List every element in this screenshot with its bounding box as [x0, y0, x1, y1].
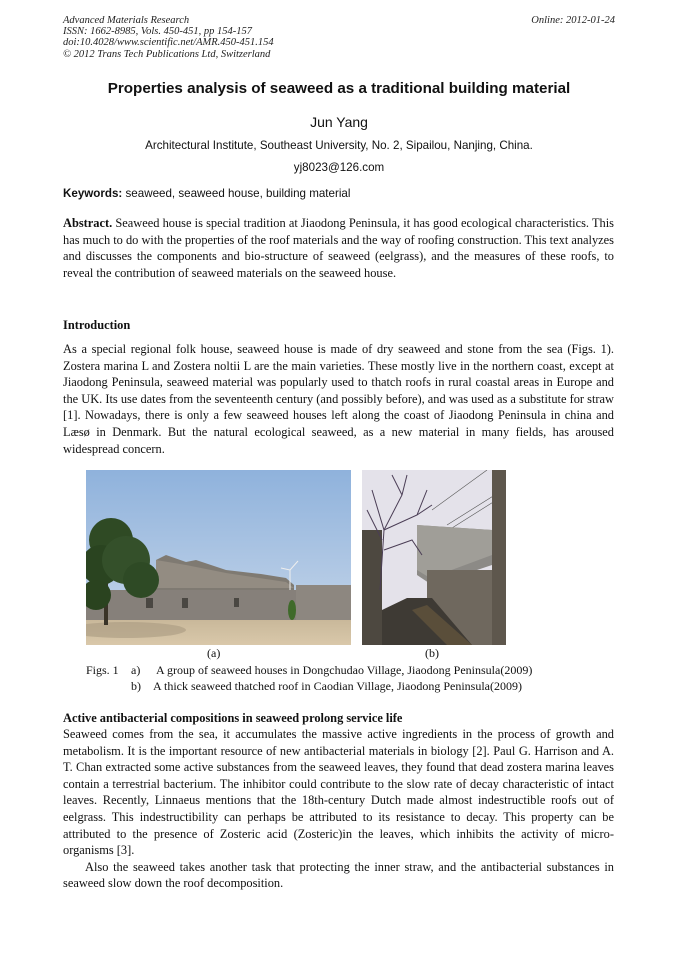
- abstract-text: Seaweed house is special tradition at Jiaodong Peninsula, it has good ecological characteristics. This has much to do with the properties of the roof materials and the way of roofing construction. This text analyzes and discusses the components and bio-structure of seaweed (eelgrass), and the measures of these roofs, to reveal the contribution of seaweed materials on the seaweed house.: [63, 216, 615, 280]
- keywords-text: seaweed, seaweed house, building material: [122, 187, 351, 200]
- section-heading-antibacterial: Active antibacterial compositions in seaweed prolong service life: [63, 711, 403, 725]
- antibacterial-paragraph-2: Also the seaweed takes another task that protecting the inner straw, and the antibacterial substances in seaweed slow down the roof decomposition.: [63, 859, 614, 891]
- journal-name: Advanced Materials Research: [63, 15, 190, 26]
- introduction-paragraph: As a special regional folk house, seaweed house is made of dry seaweed and stone from the sea (Figs. 1). Zostera marina L and Zostera noltii L are the main varieties. These mostly live in the northern coast, except at Jiaodong Peninsula, seaweed material was popularly used to thatch roofs in rural coastal areas in Europe and the UK. Its use dates from the seventeenth century (and possibly before), and was used as a substitute for straw [1]. Nowadays, there is only a few seaweed houses left along the coast of Jiaodong Peninsula in china and Læsø in Denmark. But the natural ecological seaweed, as a new material in many fields, has aroused widespread concern.: [63, 342, 614, 456]
- section-heading-introduction: Introduction: [63, 318, 131, 332]
- author-name: Jun Yang: [310, 114, 368, 130]
- caption-text-a: A group of seaweed houses in Dongchudao Village, Jiaodong Peninsula(2009): [156, 663, 533, 677]
- caption-marker-b: b): [131, 679, 141, 693]
- keywords-label: Keywords:: [63, 187, 123, 200]
- doi-line: doi:10.4028/www.scientific.net/AMR.450-451.154: [63, 37, 274, 49]
- copyright-line: © 2012 Trans Tech Publications Ltd, Switzerland: [63, 48, 271, 60]
- online-date: Online: 2012-01-24: [531, 15, 615, 26]
- figure-1a-photo: [86, 470, 351, 645]
- abstract-label: Abstract.: [63, 216, 113, 230]
- journal-header: [63, 15, 274, 60]
- caption-prefix: Figs. 1: [86, 663, 119, 677]
- paper-title: Properties analysis of seaweed as a traditional building material: [107, 80, 571, 97]
- author-email[interactable]: yj8023@126.com: [293, 161, 385, 174]
- caption-row-b: [86, 678, 532, 694]
- figure-1a-label: (a): [207, 646, 221, 660]
- caption-marker-a: a): [131, 663, 141, 677]
- keywords: [63, 187, 350, 200]
- caption-row-a: [86, 662, 532, 678]
- seaweed-houses-photo: [86, 470, 351, 645]
- antibacterial-paragraph-1: Seaweed comes from the sea, it accumulates the massive active ingredients in the process of growth and metabolism. It is the important resource of new antibacterial materials in biology [2]. Paul G. Harrison and A. T. Chan extracted some active substances from the seaweed leaves, they found that dead zostera marina leaves contain a terrestrial bacterium. The inhibitor could contribute to the slow rate of decay characteristic of intact leaves. Recently, Linnaeus mentions that the 18th-century Dutch made almost indestructible roofs out of eelgrass. This indestructibility can perhaps be attributed to its resistance to decay. This property can be attributed to the presence of Zosteric acid (Zosteric)in the leaves, which inhibits the activity of micro-organisms [3].: [63, 727, 614, 858]
- caption-text-b: A thick seaweed thatched roof in Caodian Village, Jiaodong Peninsula(2009): [153, 679, 522, 693]
- figure-1-caption: [86, 662, 532, 694]
- antibacterial-section: [63, 726, 614, 892]
- figure-1b-label: (b): [425, 646, 439, 660]
- issn-line: ISSN: 1662-8985, Vols. 450-451, pp 154-157: [63, 26, 252, 38]
- abstract: [63, 215, 614, 281]
- figure-1b-photo: [362, 470, 506, 645]
- author-affiliation: Architectural Institute, Southeast University, No. 2, Sipailou, Nanjing, China.: [145, 139, 533, 152]
- thatched-roof-alley-photo: [362, 470, 506, 645]
